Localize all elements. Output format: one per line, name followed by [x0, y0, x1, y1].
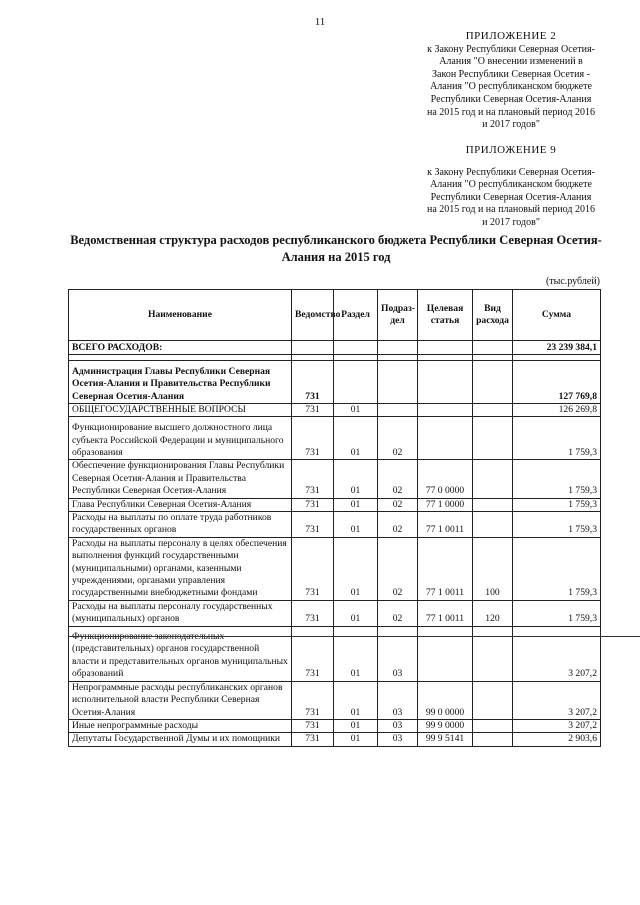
row-type	[473, 361, 513, 404]
row-sum: 1 759,3	[513, 417, 601, 460]
row-article: 77 1 0011	[418, 537, 473, 600]
table-row	[69, 498, 601, 511]
table-row	[69, 626, 601, 681]
row-section: 01	[334, 498, 378, 511]
row-section: 01	[334, 417, 378, 460]
row-sum: 1 759,3	[513, 600, 601, 626]
row-subsection	[378, 361, 418, 404]
row-sum: 1 759,3	[513, 498, 601, 511]
row-sum: 3 207,2	[513, 626, 601, 681]
row-name: ОБЩЕГОСУДАРСТВЕННЫЕ ВОПРОСЫ	[69, 404, 292, 417]
row-name: Депутаты Государственной Думы и их помощники	[69, 733, 292, 746]
row-article	[418, 404, 473, 417]
appendix-9-line: Республики Северная Осетия-Алания	[430, 191, 592, 203]
row-name: Расходы на выплаты персоналу государственных (муниципальных) органов	[69, 600, 292, 626]
row-article: 77 1 0011	[418, 600, 473, 626]
row-name: Расходы на выплаты по оплате труда работников государственных органов	[69, 512, 292, 538]
table-row	[69, 512, 601, 538]
row-section: 01	[334, 733, 378, 746]
table-row	[69, 733, 601, 746]
row-sum: 3 207,2	[513, 681, 601, 719]
table-row	[69, 460, 601, 498]
row-subsection: 02	[378, 537, 418, 600]
header-type: Вид расхода	[473, 290, 513, 341]
appendix-2-heading: ПРИЛОЖЕНИЕ 2	[465, 30, 557, 42]
row-subsection: 02	[378, 417, 418, 460]
table-row	[69, 361, 601, 404]
row-article: 99 0 0000	[418, 681, 473, 719]
appendix-2-line: Алания "О республиканском бюджете	[430, 81, 592, 93]
row-section: 01	[334, 460, 378, 498]
strikethrough-line	[68, 636, 640, 637]
header-name: Наименование	[69, 290, 292, 341]
row-section: 01	[334, 512, 378, 538]
header-section: Раздел	[334, 290, 378, 341]
row-type	[473, 417, 513, 460]
row-name: Глава Республики Северная Осетия-Алания	[69, 498, 292, 511]
row-article: 77 1 0011	[418, 512, 473, 538]
row-sum: 1 759,3	[513, 537, 601, 600]
row-dept: 731	[292, 512, 334, 538]
row-article: 77 0 0000	[418, 460, 473, 498]
appendix-2-line: на 2015 год и на плановый период 2016	[427, 106, 595, 118]
total-row	[69, 341, 601, 355]
row-type	[473, 498, 513, 511]
units-label: (тыс.рублей)	[545, 276, 600, 287]
appendix-2-line: Алания "О внесении изменений в	[439, 56, 583, 68]
table-row	[69, 600, 601, 626]
appendix-9-line: и 2017 годов"	[482, 216, 540, 228]
appendix-2-line: Республики Северная Осетия-Алания	[430, 93, 592, 105]
row-sum: 3 207,2	[513, 719, 601, 732]
row-section: 01	[334, 719, 378, 732]
row-section: 01	[334, 600, 378, 626]
row-article: 77 1 0000	[418, 498, 473, 511]
row-name: Функционирование высшего должностного лица субъекта Российской Федерации и муниципального образования	[69, 417, 292, 460]
row-sum: 1 759,3	[513, 460, 601, 498]
header-article: Целевая статья	[418, 290, 473, 341]
row-type	[473, 460, 513, 498]
appendix-9-block	[416, 144, 606, 230]
row-dept: 731	[292, 498, 334, 511]
row-type	[473, 512, 513, 538]
row-type	[473, 681, 513, 719]
row-section: 01	[334, 404, 378, 417]
row-sum: 127 769,8	[513, 361, 601, 404]
row-subsection: 03	[378, 733, 418, 746]
row-dept: 731	[292, 537, 334, 600]
total-label: ВСЕГО РАСХОДОВ:	[69, 341, 292, 355]
appendix-9-heading: ПРИЛОЖЕНИЕ 9	[465, 144, 557, 156]
row-subsection: 03	[378, 719, 418, 732]
row-section	[334, 361, 378, 404]
table-row	[69, 537, 601, 600]
appendix-2-line: Закон Республики Северная Осетия -	[432, 68, 590, 80]
row-section: 01	[334, 681, 378, 719]
table-row	[69, 417, 601, 460]
row-name: Расходы на выплаты персоналу в целях обеспечения выполнения функций государственными (муниципальными) органами, казенными учреждениями, органами управления государственными внебюджетными фондами	[69, 537, 292, 600]
row-sum: 126 269,8	[513, 404, 601, 417]
row-subsection: 03	[378, 626, 418, 681]
row-subsection: 02	[378, 600, 418, 626]
row-type	[473, 626, 513, 681]
appendix-9-line: на 2015 год и на плановый период 2016	[427, 204, 595, 216]
row-article	[418, 361, 473, 404]
appendix-9-line: Алания "О республиканском бюджете	[430, 179, 592, 191]
row-subsection: 03	[378, 681, 418, 719]
row-article: 99 9 0000	[418, 719, 473, 732]
row-name: Обеспечение функционирования Главы Республики Северная Осетия-Алания и Правительства Республики Северная Осетия-Алания	[69, 460, 292, 498]
row-sum: 1 759,3	[513, 512, 601, 538]
row-dept: 731	[292, 733, 334, 746]
row-name: Администрация Главы Республики Северная Осетия-Алания и Правительства Республики Северная Осетия-Алания	[69, 361, 292, 404]
row-type	[473, 719, 513, 732]
row-type: 120	[473, 600, 513, 626]
header-sum: Сумма	[513, 290, 601, 341]
row-article	[418, 626, 473, 681]
row-name: Функционирование законодательных (представительных) органов государственной власти и представительных органов муниципальных образований	[69, 626, 292, 681]
table-header-row	[69, 290, 601, 341]
header-subsection: Подраз-дел	[378, 290, 418, 341]
header-dept: Ведомство	[292, 290, 334, 341]
row-type	[473, 404, 513, 417]
appendix-9-line: к Закону Республики Северная Осетия-	[427, 166, 595, 178]
row-dept: 731	[292, 404, 334, 417]
row-name: Иные непрограммные расходы	[69, 719, 292, 732]
row-type: 100	[473, 537, 513, 600]
row-dept: 731	[292, 681, 334, 719]
document-title: Ведомственная структура расходов республиканского бюджета Республики Северная Осетия-Алания на 2015 год	[70, 233, 602, 264]
row-subsection: 02	[378, 498, 418, 511]
row-dept: 731	[292, 626, 334, 681]
page-number: 11	[314, 16, 326, 28]
row-dept: 731	[292, 460, 334, 498]
row-sum: 2 903,6	[513, 733, 601, 746]
total-sum: 23 239 384,1	[513, 341, 601, 355]
table-row	[69, 404, 601, 417]
appendix-2-line: к Закону Республики Северная Осетия-	[427, 43, 595, 55]
appendix-2-block	[416, 30, 606, 132]
row-type	[473, 733, 513, 746]
row-dept: 731	[292, 417, 334, 460]
row-article	[418, 417, 473, 460]
table-row	[69, 719, 601, 732]
row-dept: 731	[292, 361, 334, 404]
row-dept: 731	[292, 719, 334, 732]
row-section: 01	[334, 537, 378, 600]
table-row	[69, 681, 601, 719]
row-article: 99 9 5141	[418, 733, 473, 746]
appendix-2-line: и 2017 годов"	[482, 119, 540, 131]
row-section: 01	[334, 626, 378, 681]
row-name: Непрограммные расходы республиканских органов исполнительной власти Республики Северная Осетия-Алания	[69, 681, 292, 719]
row-subsection: 02	[378, 460, 418, 498]
row-dept: 731	[292, 600, 334, 626]
budget-table	[68, 289, 601, 747]
row-subsection: 02	[378, 512, 418, 538]
row-subsection	[378, 404, 418, 417]
